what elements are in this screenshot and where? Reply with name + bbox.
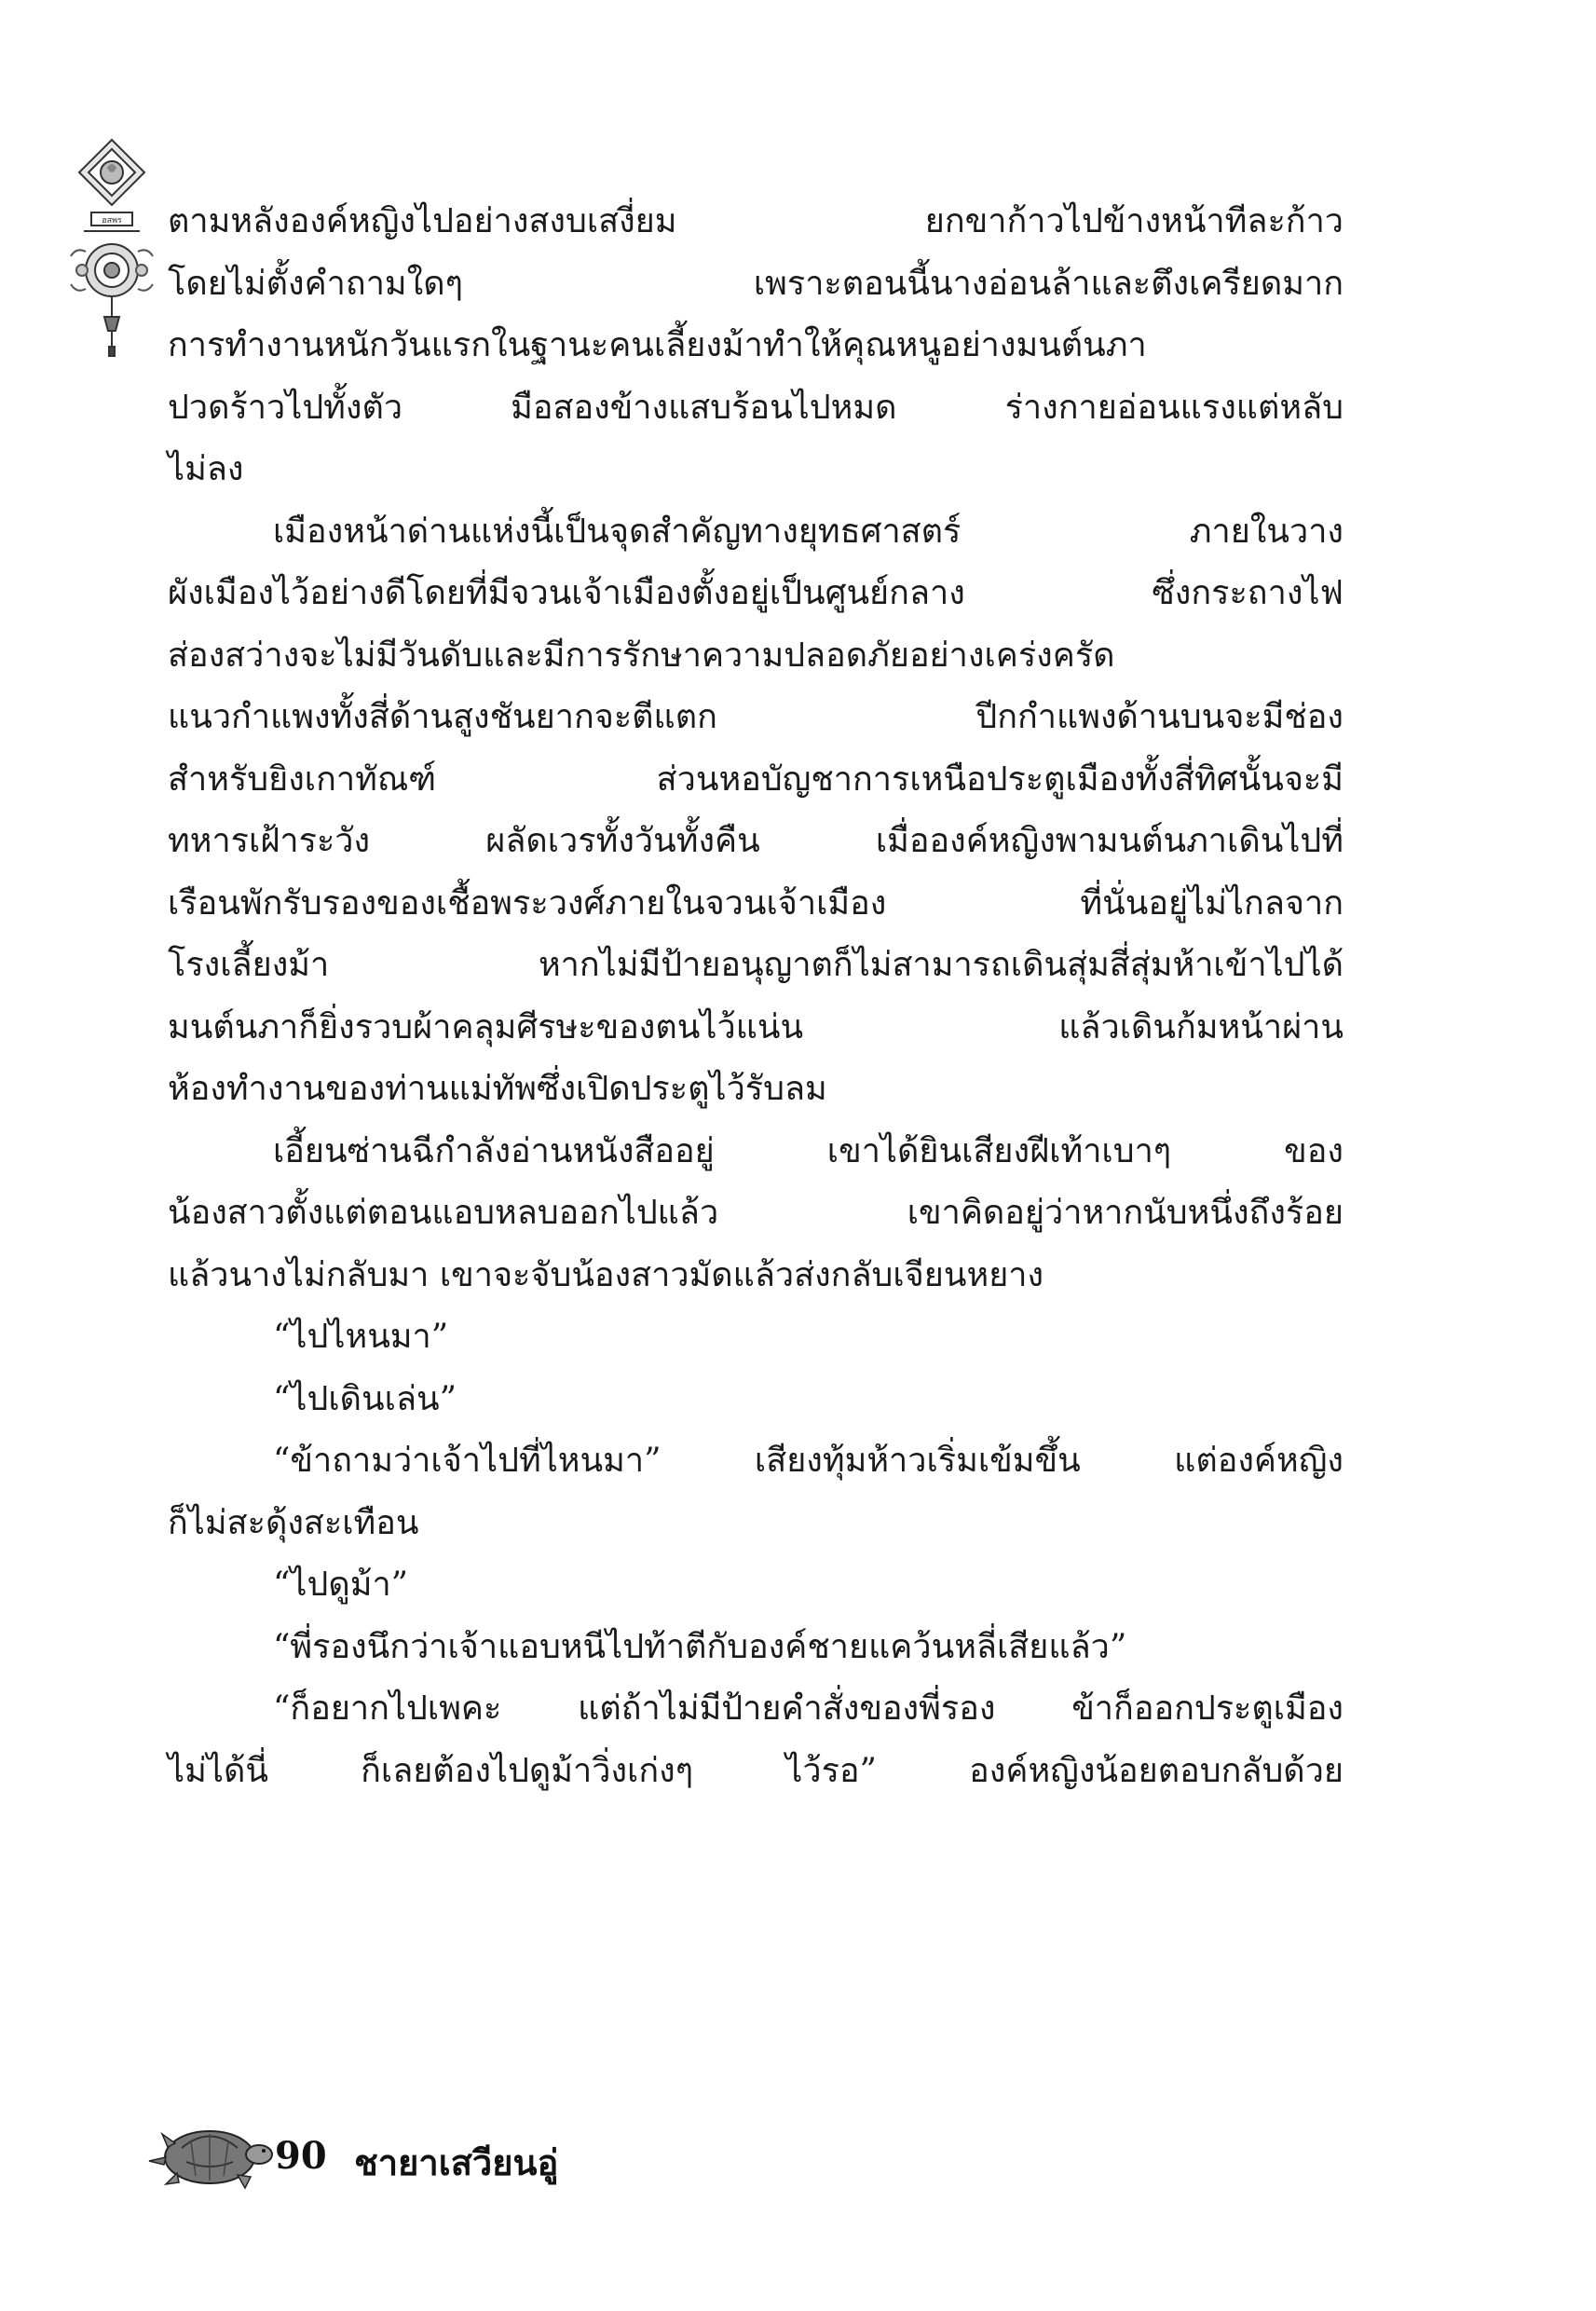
body-text bbox=[168, 191, 1344, 1802]
page-number: 90 bbox=[275, 2134, 327, 2178]
text-line: ไม่ได้นี่ ก็เลยต้องไปดูม้าวิ่งเก่งๆ ไว้รอ” องค์หญิงน้อยตอบกลับด้วย bbox=[168, 1751, 1344, 1790]
text-line: โรงเลี้ยงม้า หากไม่มีป้ายอนุญาตก็ไม่สามารถเดินสุ่มสี่สุ่มห้าเข้าไปได้ bbox=[168, 946, 1344, 984]
text-line: “ไปดูม้า” bbox=[273, 1566, 409, 1604]
text-line: ก็ไม่สะดุ้งสะเทือน bbox=[168, 1503, 419, 1542]
text-line: เอี้ยนซ่านฉีกำลังอ่านหนังสืออยู่ เขาได้ยินเสียงฝีเท้าเบาๆ ของ bbox=[273, 1131, 1344, 1170]
text-line: มนต์นภาก็ยิ่งรวบผ้าคลุมศีรษะของตนไว้แน่น แล้วเดินก้มหน้าผ่าน bbox=[168, 1007, 1344, 1046]
turtle-icon bbox=[140, 2106, 280, 2199]
text-line: สำหรับยิงเกาทัณฑ์ ส่วนหอบัญชาการเหนือประตูเมืองทั้งสี่ทิศนั้นจะมี bbox=[168, 759, 1344, 799]
text-line: ส่องสว่างจะไม่มีวันดับและมีการรักษาความปลอดภัยอย่างเคร่งครัด bbox=[168, 636, 1115, 675]
decorative-medallion-icon bbox=[56, 130, 168, 373]
text-line: ตามหลังองค์หญิงไปอย่างสงบเสงี่ยม ยกขาก้าวไปข้างหน้าทีละก้าว bbox=[168, 202, 1344, 240]
text-line: เรือนพักรับรองของเชื้อพระวงศ์ภายในจวนเจ้าเมือง ที่นั่นอยู่ไม่ไกลจาก bbox=[168, 883, 1344, 923]
ornament-label: ฮสพร bbox=[102, 216, 122, 226]
page-footer bbox=[130, 2106, 876, 2227]
text-line: “ไปเดินเล่น” bbox=[273, 1379, 457, 1418]
text-line: “ข้าถามว่าเจ้าไปที่ไหนมา” เสียงทุ้มห้าวเริ่มเข้มขึ้น แต่องค์หญิง bbox=[273, 1442, 1344, 1480]
text-line: ปวดร้าวไปทั้งตัว มือสองข้างแสบร้อนไปหมด ร่างกายอ่อนแรงแต่หลับ bbox=[168, 388, 1344, 427]
text-line: “ไปไหนมา” bbox=[273, 1318, 449, 1356]
text-line: แล้วนางไม่กลับมา เขาจะจับน้องสาวมัดแล้วส่งกลับเจียนหยาง bbox=[168, 1255, 1044, 1294]
text-line: ทหารเฝ้าระวัง ผลัดเวรทั้งวันทั้งคืน เมื่อองค์หญิงพามนต์นภาเดินไปที่ bbox=[168, 822, 1344, 860]
text-line: โดยไม่ตั้งคำถามใดๆ เพราะตอนนี้นางอ่อนล้าและตึงเครียดมาก bbox=[168, 264, 1344, 303]
text-line: ห้องทำงานของท่านแม่ทัพซึ่งเปิดประตูไว้รับลม bbox=[168, 1070, 827, 1108]
text-line: ไม่ลง bbox=[168, 450, 244, 488]
text-line: น้องสาวตั้งแต่ตอนแอบหลบออกไปแล้ว เขาคิดอยู่ว่าหากนับหนึ่งถึงร้อย bbox=[168, 1194, 1344, 1232]
text-line: “ก็อยากไปเพคะ แต่ถ้าไม่มีป้ายคำสั่งของพี่รอง ข้าก็ออกประตูเมือง bbox=[273, 1689, 1344, 1728]
text-line: เมืองหน้าด่านแห่งนี้เป็นจุดสำคัญทางยุทธศาสตร์ ภายในวาง bbox=[273, 512, 1344, 551]
text-line: “พี่รองนึกว่าเจ้าแอบหนีไปท้าตีกับองค์ชายแคว้นหลี่เสียแล้ว” bbox=[273, 1627, 1127, 1666]
text-line: การทำงานหนักวันแรกในฐานะคนเลี้ยงม้าทำให้คุณหนูอย่างมนต์นภา bbox=[168, 326, 1147, 364]
book-title: ชายาเสวียนอู่ bbox=[354, 2142, 559, 2183]
text-line: แนวกำแพงทั้งสี่ด้านสูงชันยากจะตีแตก ปีกกำแพงด้านบนจะมีช่อง bbox=[168, 698, 1344, 736]
text-line: ผังเมืองไว้อย่างดีโดยที่มีจวนเจ้าเมืองตั้งอยู่เป็นศูนย์กลาง ซึ่งกระถางไฟ bbox=[168, 574, 1344, 612]
